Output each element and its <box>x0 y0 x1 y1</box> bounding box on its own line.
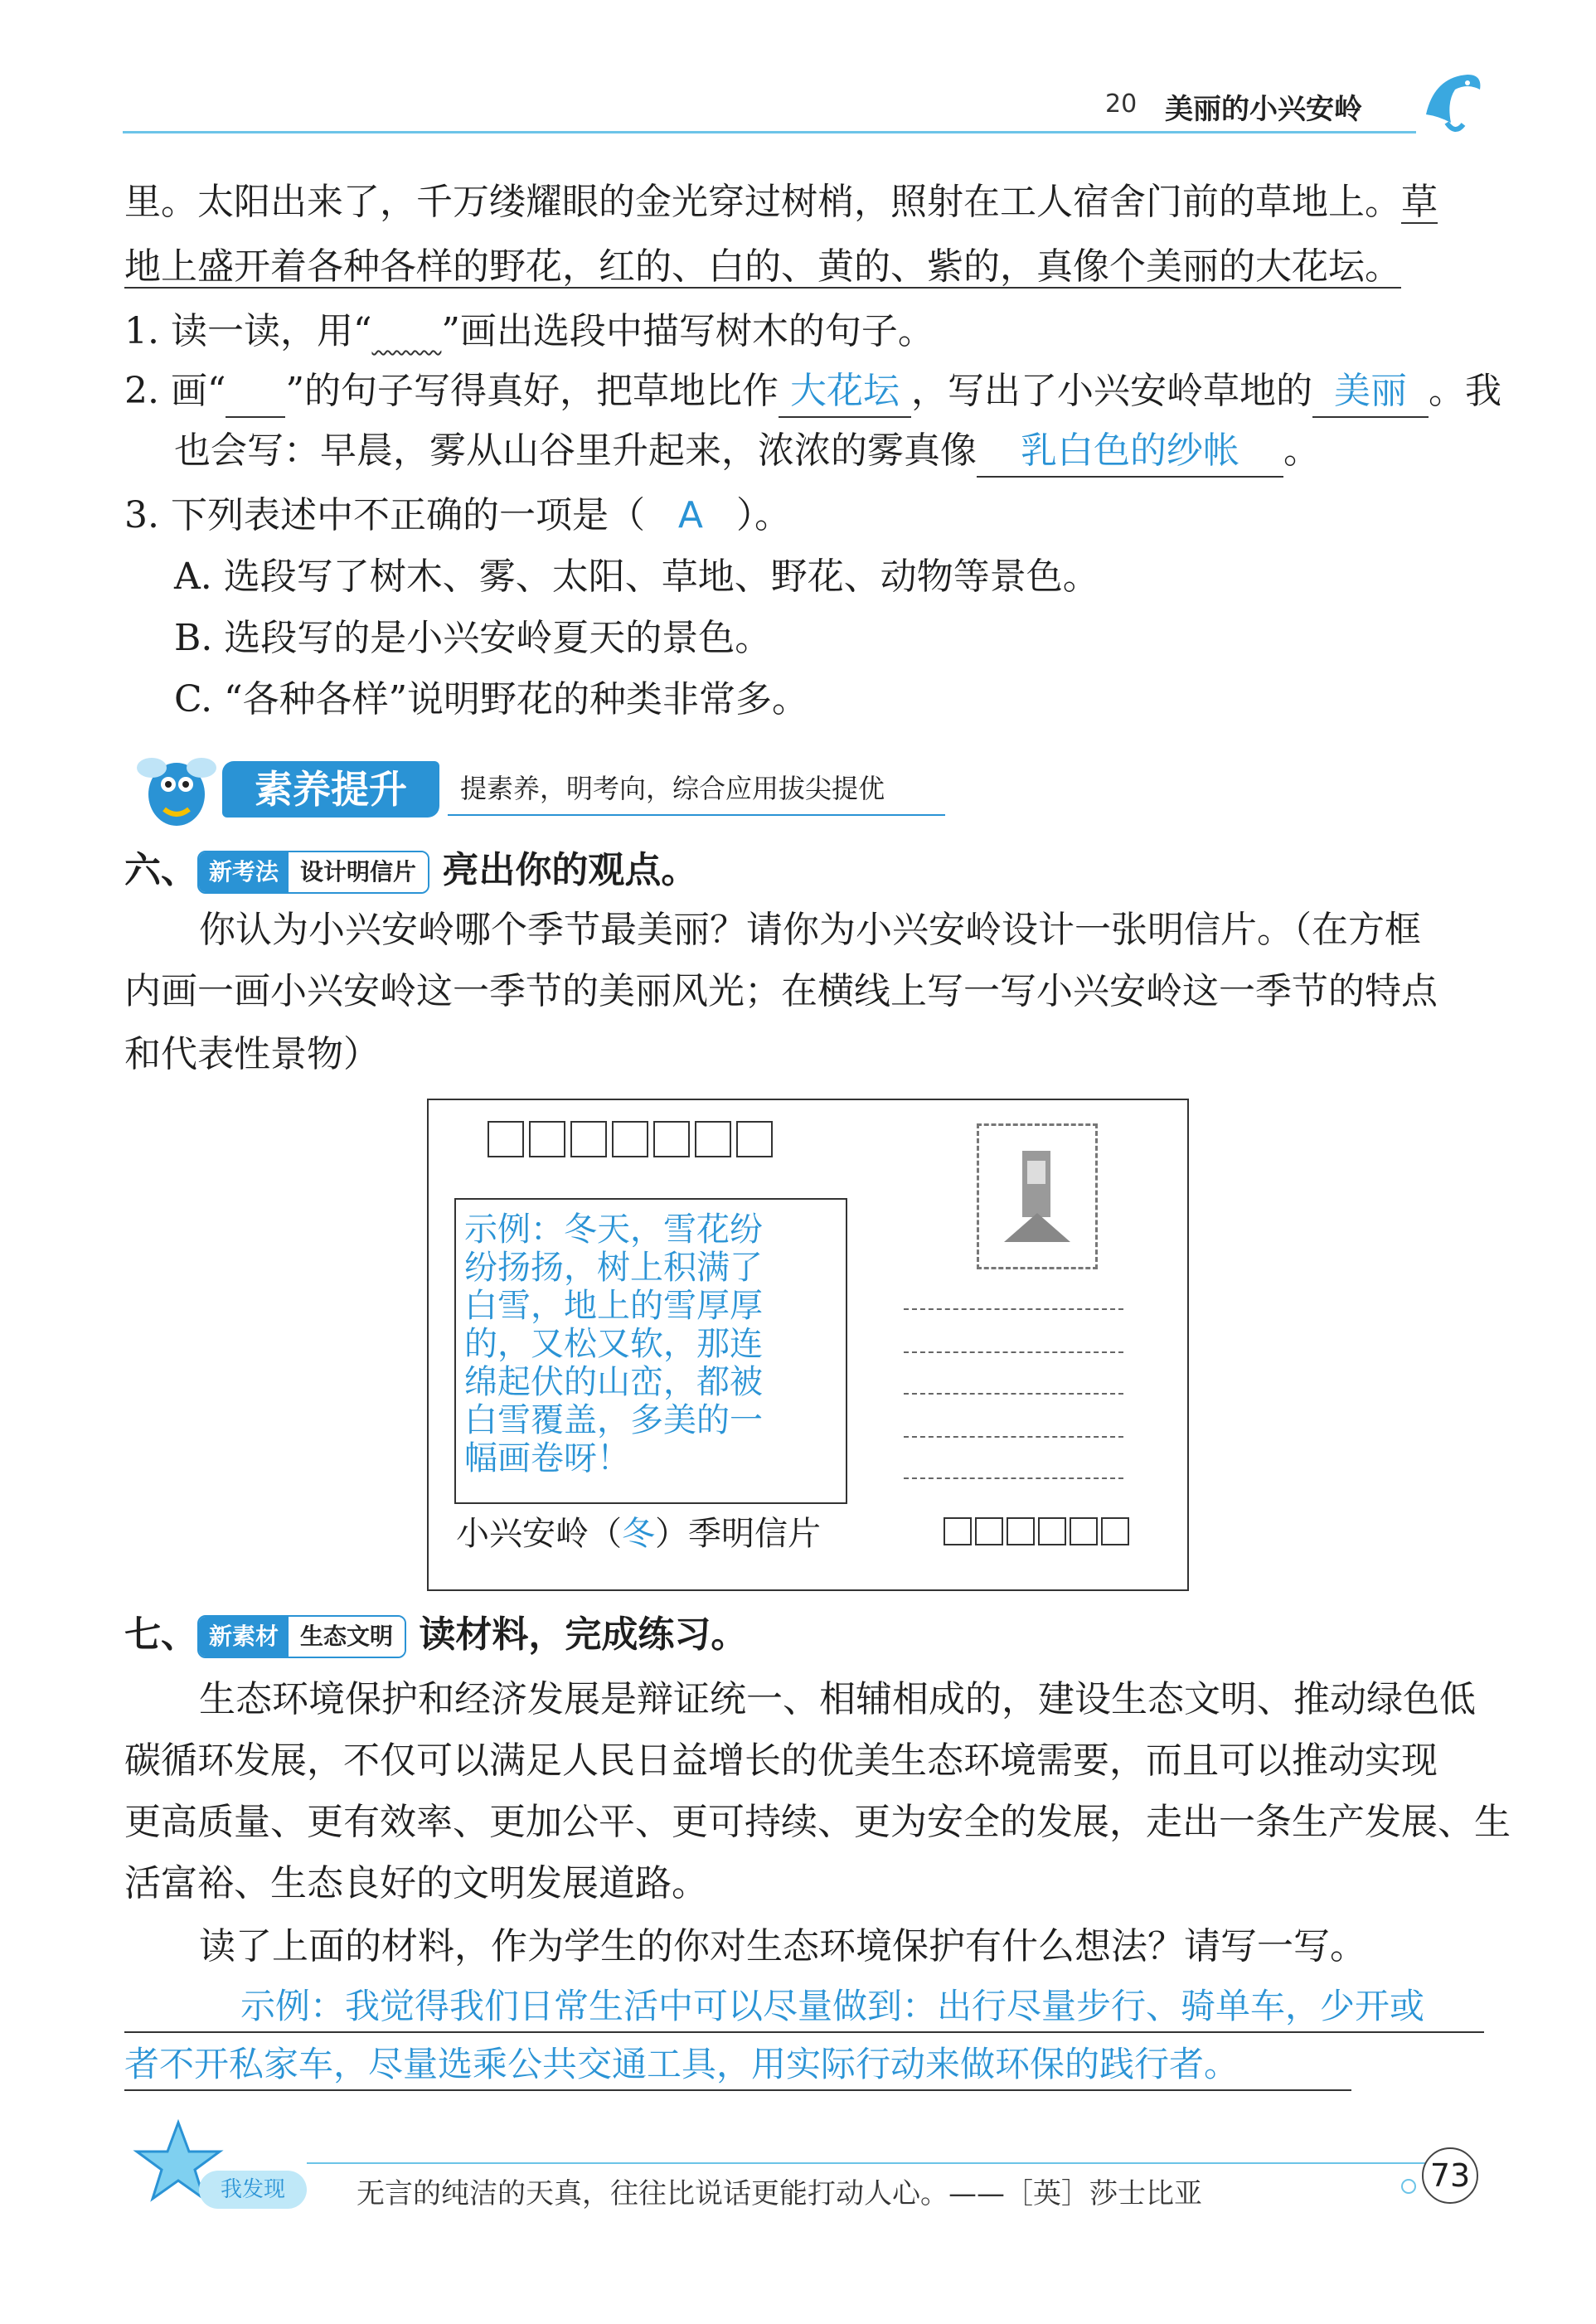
q6-tag <box>197 851 429 894</box>
q7-title: 读材料，完成练习。 <box>419 1613 748 1656</box>
q1-text-b: ”画出选段中描写树木的句子。 <box>441 310 934 352</box>
question-6-heading <box>124 846 697 895</box>
postcard-season-answer[interactable]: 冬 <box>622 1515 655 1553</box>
section-banner-title: 素养提升 <box>222 761 439 818</box>
q2-answer-3[interactable]: 乳白色的纱帐 <box>977 426 1283 478</box>
q2-text-c: ，写出了小兴安岭草地的 <box>910 370 1312 412</box>
zip-box[interactable] <box>736 1121 773 1157</box>
q6-tag-topic: 设计明信片 <box>289 852 428 892</box>
passage-line-1-text: 里。太阳出来了，千万缕耀眼的金光穿过树梢，照射在工人宿舍门前的草地上。 <box>124 181 1401 223</box>
q6-instruction-line-2: 内画一画小兴安岭这一季节的美丽风光；在横线上写一写小兴安岭这一季节的特点 <box>124 970 1438 1012</box>
question-3 <box>124 491 791 541</box>
passage-line-1 <box>124 177 1438 227</box>
zip-box[interactable] <box>1101 1517 1129 1545</box>
footer-bubble-icon <box>1401 2179 1416 2194</box>
q2-text-b: ”的句子写得真好，把草地比作 <box>285 370 779 412</box>
postcard-answer-line: 幅画卷呀！ <box>464 1439 630 1477</box>
question-7-heading <box>124 1610 747 1660</box>
q3-option-b: B. 选段写的是小兴安岭夏天的景色。 <box>174 617 772 659</box>
question-2-line-1 <box>124 366 1501 418</box>
zip-box[interactable] <box>488 1121 524 1157</box>
address-line[interactable] <box>904 1393 1123 1395</box>
zip-box[interactable] <box>612 1121 648 1157</box>
section-banner-subtitle: 提素养，明考向，综合应用拔尖提优 <box>460 773 885 804</box>
q6-tag-label: 新考法 <box>199 852 289 892</box>
bee-mascot-icon <box>131 743 222 834</box>
zip-box[interactable] <box>570 1121 607 1157</box>
header-divider <box>123 131 1416 133</box>
address-line[interactable] <box>904 1436 1123 1438</box>
q6-number: 六、 <box>124 849 197 891</box>
dolphin-icon <box>1418 65 1484 139</box>
q2-blank-line <box>226 366 285 418</box>
postcard-answer <box>464 1211 763 1477</box>
q7-material-line-1: 生态环境保护和经济发展是辩证统一、相辅相成的，建设生态文明、推动绿色低 <box>199 1678 1476 1720</box>
q3-answer[interactable]: A <box>677 494 704 536</box>
postcard-answer-line: 的，又松又软，那连 <box>464 1325 763 1363</box>
q7-tag <box>197 1615 406 1658</box>
postcard-answer-line: 纷扬扬，树上积满了 <box>464 1249 763 1287</box>
postcard-answer-line: 绵起伏的山峦，都被 <box>464 1363 763 1401</box>
q7-material-line-4: 活富裕、生态良好的文明发展道路。 <box>124 1862 708 1904</box>
zip-box[interactable] <box>975 1517 1003 1545</box>
zip-box[interactable] <box>529 1121 565 1157</box>
address-line[interactable] <box>904 1477 1123 1479</box>
q2-text-e: 也会写：早晨，雾从山谷里升起来，浓浓的雾真像 <box>174 429 977 472</box>
q7-tag-label: 新素材 <box>199 1617 289 1657</box>
postcard-caption <box>456 1509 821 1559</box>
passage-line-2: 地上盛开着各种各样的野花，红的、白的、黄的、紫的，真像个美丽的大花坛。 <box>124 245 1401 288</box>
q6-instruction-line-3: 和代表性景物） <box>124 1033 380 1075</box>
postcard-zip-boxes-top <box>488 1121 773 1161</box>
q2-text-f: 。 <box>1283 429 1320 472</box>
postcard-answer-line: 白雪覆盖，多美的一 <box>464 1401 763 1439</box>
q2-answer-1[interactable]: 大花坛 <box>779 366 911 418</box>
q1-text-a: 1. 读一读，用“ <box>124 310 372 352</box>
q3-option-a: A. 选段写了树木、雾、太阳、草地、野花、动物等景色。 <box>174 556 1099 598</box>
passage-underlined-start: 草 <box>1401 181 1438 223</box>
footer-quote: 无言的纯洁的天真，往往比说话更能打动人心。——［英］莎士比亚 <box>357 2177 1202 2210</box>
footer-divider <box>307 2162 1426 2164</box>
q7-answer-line-1[interactable]: 示例：我觉得我们日常生活中可以尽量做到：出行尽量步行、骑单车，少开或 <box>124 1982 1484 2033</box>
postcard-caption-a: 小兴安岭（ <box>456 1515 622 1553</box>
zip-box[interactable] <box>1038 1517 1066 1545</box>
q3-text-b: ）。 <box>735 494 791 536</box>
q7-prompt: 读了上面的材料，作为学生的你对生态环境保护有什么想法？请写一写。 <box>199 1925 1366 1967</box>
question-1 <box>124 307 934 357</box>
q6-title: 亮出你的观点。 <box>442 849 698 891</box>
zip-box[interactable] <box>944 1517 972 1545</box>
q2-text-a: 2. 画“ <box>124 370 226 412</box>
q3-option-c: C. “各种各样”说明野花的种类非常多。 <box>174 678 809 720</box>
q2-answer-2[interactable]: 美丽 <box>1312 366 1429 418</box>
postcard-zip-boxes-bottom <box>944 1517 1129 1549</box>
q7-material-line-2: 碳循环发展，不仅可以满足人民日益增长的优美生态环境需要，而且可以推动实现 <box>124 1739 1438 1782</box>
zip-box[interactable] <box>1007 1517 1035 1545</box>
q6-instruction-line-1: 你认为小兴安岭哪个季节最美丽？请你为小兴安岭设计一张明信片。（在方框 <box>199 909 1421 951</box>
postcard-caption-b: ）季明信片 <box>655 1515 821 1553</box>
q7-answer-line-2[interactable]: 者不开私家车，尽量选乘公共交通工具，用实际行动来做环保的践行者。 <box>124 2040 1351 2091</box>
zip-box[interactable] <box>695 1121 731 1157</box>
address-line[interactable] <box>904 1351 1123 1353</box>
footer-badge: 我发现 <box>199 2171 307 2209</box>
q1-wavy-mark <box>371 310 441 352</box>
postcard-answer-line: 白雪，地上的雪厚厚 <box>464 1287 763 1325</box>
postcard-answer-line: 示例：冬天，雪花纷 <box>464 1211 763 1249</box>
question-2-line-2 <box>174 426 1320 478</box>
header-page-index: 20 <box>1105 90 1138 119</box>
address-line[interactable] <box>904 1308 1123 1310</box>
stamp-landmark-icon <box>979 1126 1095 1267</box>
q7-material-line-3: 更高质量、更有效率、更加公平、更可持续、更为安全的发展，走出一条生产发展、生 <box>124 1801 1511 1843</box>
section-banner-underline <box>448 814 945 816</box>
header-title: 美丽的小兴安岭 <box>1165 93 1362 126</box>
q7-number: 七、 <box>124 1613 197 1656</box>
zip-box[interactable] <box>653 1121 690 1157</box>
q2-text-d: 。我 <box>1428 370 1501 412</box>
page-number: 73 <box>1422 2147 1478 2204</box>
postcard-stamp <box>977 1123 1098 1269</box>
q3-text-a: 3. 下列表述中不正确的一项是（ <box>124 494 645 536</box>
zip-box[interactable] <box>1070 1517 1098 1545</box>
q7-tag-topic: 生态文明 <box>289 1617 405 1657</box>
